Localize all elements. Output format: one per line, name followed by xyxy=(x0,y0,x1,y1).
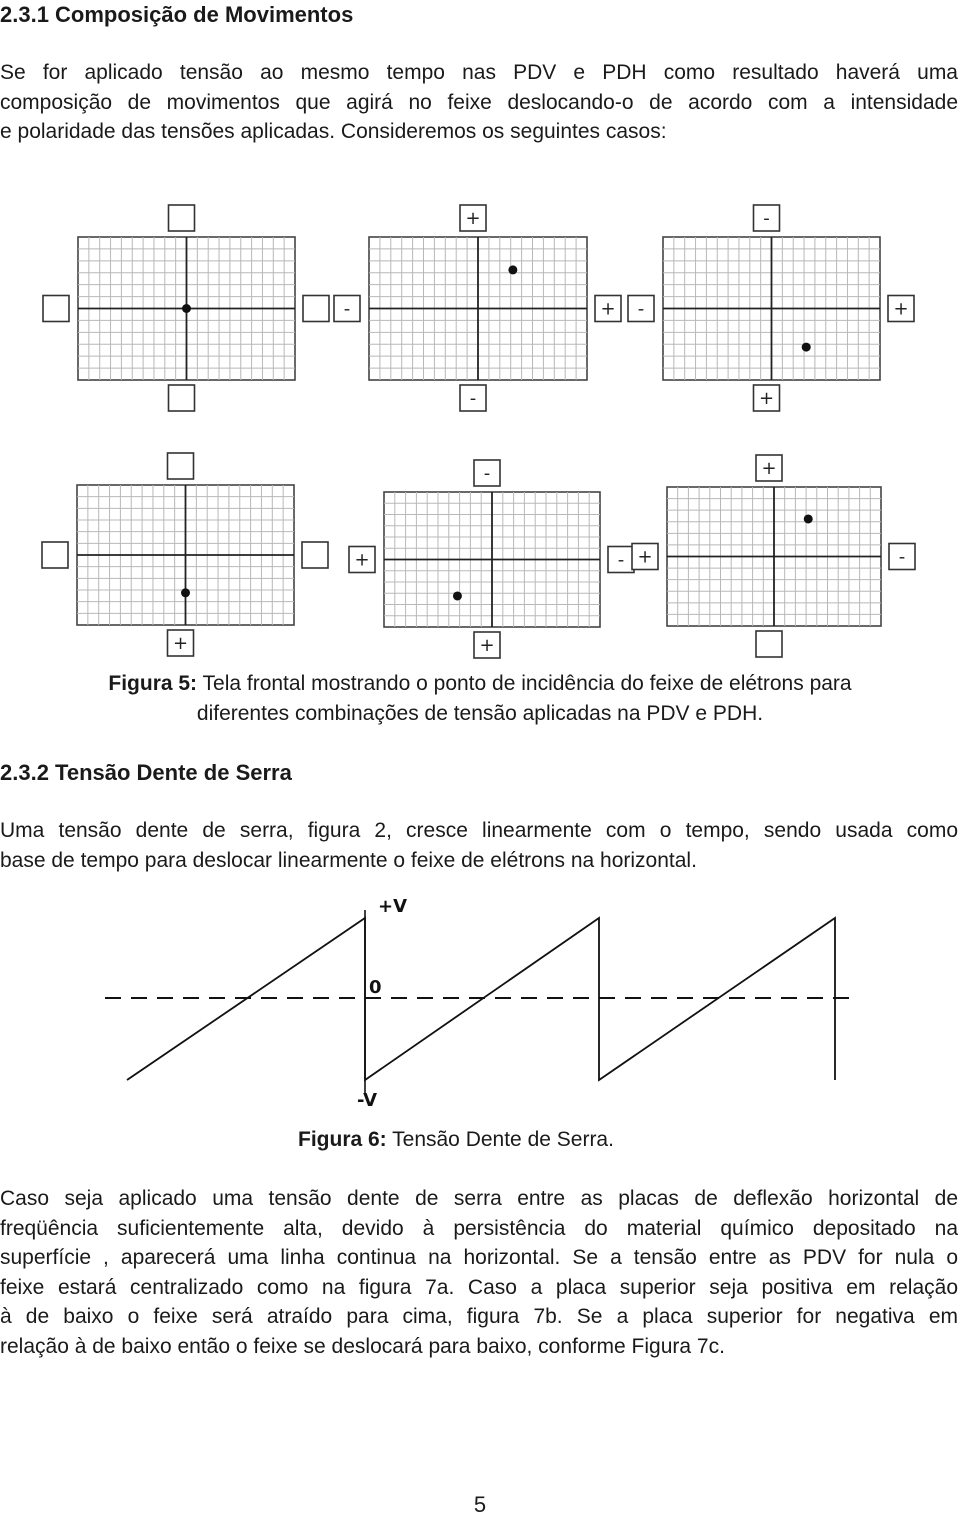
paragraph-line: base de tempo para deslocar linearmente o feixe de elétrons na horizontal. xyxy=(0,848,697,872)
plate-bottom xyxy=(756,631,782,657)
figure-6-sawtooth xyxy=(95,890,865,1120)
plate-top-label: + xyxy=(761,458,777,479)
paragraph-line: à de baixo o feixe será atraído para cima, figura 7b. Se a placa superior for negativa em xyxy=(0,1305,958,1328)
crt-screen xyxy=(632,455,915,657)
crt-screen xyxy=(334,205,621,411)
plate-top xyxy=(169,205,195,231)
beam-dot xyxy=(802,343,811,352)
figure-6-caption-label: Figura 6: xyxy=(298,1128,387,1151)
plate-left xyxy=(43,296,69,322)
section-title-2-3-1: 2.3.1 Composição de Movimentos xyxy=(0,2,354,27)
plate-right-label: - xyxy=(898,546,906,568)
paragraph-composicao xyxy=(0,58,958,147)
plate-bottom-label: + xyxy=(172,633,189,654)
plate-top xyxy=(168,453,194,479)
beam-dot xyxy=(182,304,191,313)
page-number: 5 xyxy=(473,1492,487,1517)
beam-dot xyxy=(453,591,462,600)
paragraph-line: Se for aplicado tensão ao mesmo tempo nas PDV e PDH como resultado haverá uma xyxy=(0,61,958,84)
figure-5-caption-line2: diferentes combinações de tensão aplicadas na PDV e PDH. xyxy=(196,702,764,725)
paragraph-line: freqüência suficientemente alta, devido à persistência do material químico depositado na xyxy=(0,1216,958,1240)
paragraph-line: Uma tensão dente de serra, figura 2, cresce linearmente com o tempo, sendo usada como xyxy=(0,819,958,842)
label-zero: 0 xyxy=(369,977,382,998)
paragraph-final xyxy=(0,1184,958,1361)
plate-left-label: + xyxy=(637,546,653,568)
paragraph-line: feixe estará centralizado como na figura 7a. Caso a placa superior seja positiva em relação xyxy=(0,1275,958,1299)
crt-screen xyxy=(42,453,328,656)
paragraph-line: relação à de baixo então o feixe se deslocará para baixo, conforme Figura 7c. xyxy=(0,1334,725,1358)
paragraph-line: composição de movimentos que agirá no feixe deslocando-o de acordo com a intensidade xyxy=(0,90,958,114)
paragraph-dente-de-serra xyxy=(0,816,958,875)
plate-bottom xyxy=(169,385,195,411)
plate-left-label: + xyxy=(354,549,370,571)
crt-screen xyxy=(628,205,914,411)
plate-top-label: + xyxy=(465,208,481,229)
plate-bottom-label: - xyxy=(469,388,477,409)
figure-5-caption-label: Figura 5: xyxy=(108,672,198,695)
paragraph-line: e polaridade das tensões aplicadas. Consideremos os seguintes casos: xyxy=(0,120,667,143)
paragraph-line: superfície , aparecerá uma linha continua na horizontal. Se a tensão entre as PDV for nula o xyxy=(0,1246,958,1269)
plate-left xyxy=(42,542,68,568)
beam-dot xyxy=(508,265,517,274)
plate-left-label: - xyxy=(343,298,351,320)
figure-6-caption xyxy=(298,1125,614,1155)
crt-screen xyxy=(349,460,634,658)
paragraph-line: Caso seja aplicado uma tensão dente de serra entre as placas de deflexão horizontal de xyxy=(0,1187,958,1210)
crt-screen xyxy=(43,205,329,411)
beam-dot xyxy=(804,514,813,523)
plate-right-label: + xyxy=(893,298,909,320)
figure-6-caption-text: Tensão Dente de Serra. xyxy=(386,1128,614,1151)
label-minus-v: -V xyxy=(357,1090,378,1111)
plate-top-label: - xyxy=(763,208,770,229)
figure-5-diagram xyxy=(0,195,960,670)
plate-right-label: + xyxy=(600,298,616,320)
figure-5-caption-text: Tela frontal mostrando o ponto de incidência do feixe de elétrons para xyxy=(197,672,852,695)
plate-bottom-label: + xyxy=(479,635,495,656)
plate-right xyxy=(303,296,329,322)
sawtooth-waveform xyxy=(127,918,835,1080)
plate-right xyxy=(302,542,328,568)
section-title-2-3-2: 2.3.2 Tensão Dente de Serra xyxy=(0,760,292,785)
beam-dot xyxy=(181,588,190,597)
plate-right-label: - xyxy=(617,549,625,571)
plate-left-label: - xyxy=(637,298,645,320)
plate-top-label: - xyxy=(483,463,491,484)
label-plus-v: +V xyxy=(378,896,408,917)
figure-5-caption xyxy=(0,669,960,729)
plate-bottom-label: + xyxy=(758,388,775,409)
